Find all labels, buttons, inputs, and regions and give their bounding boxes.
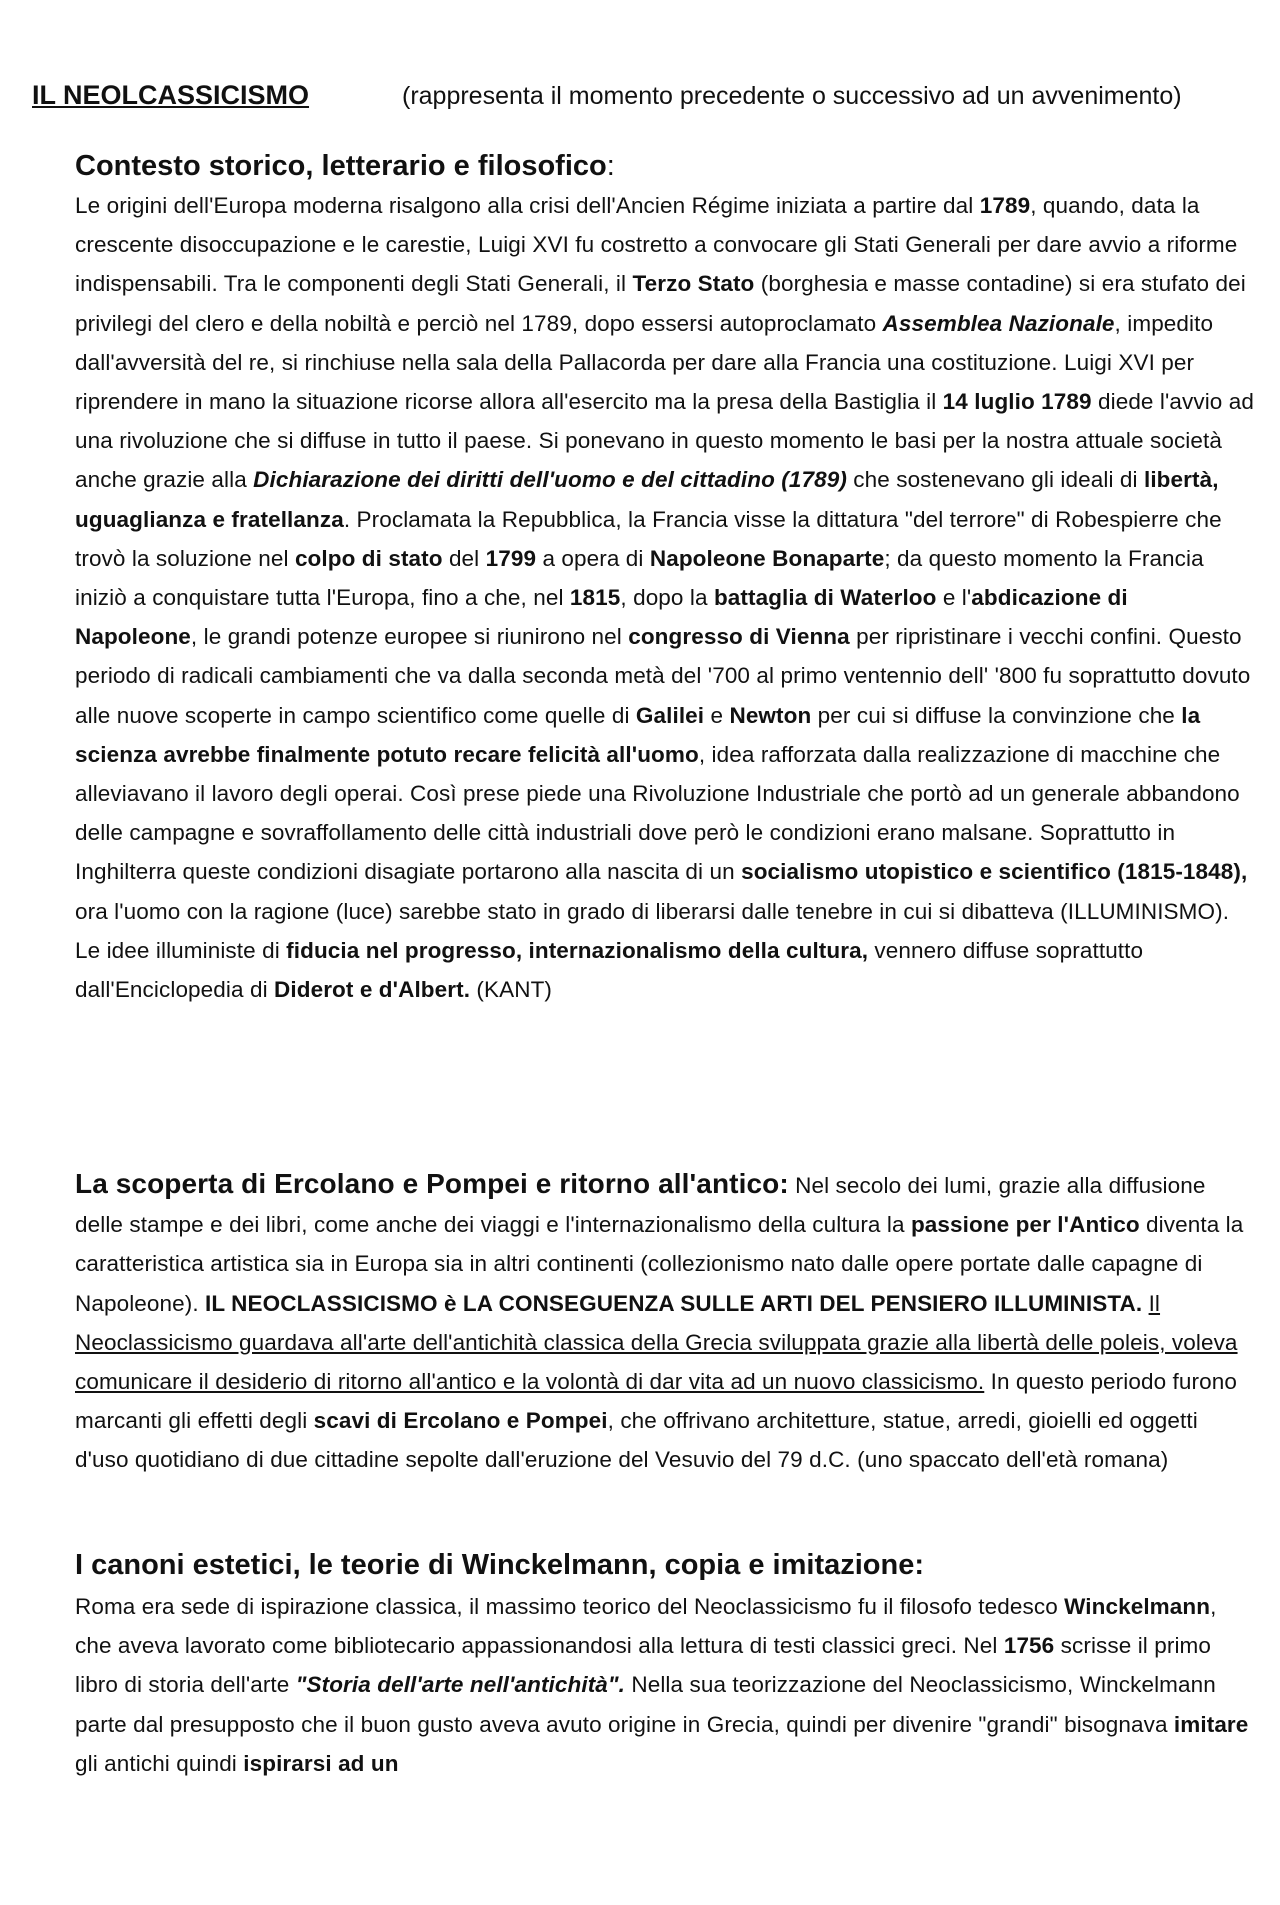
section-ercolano-pompei <box>75 1164 1255 1480</box>
section-paragraph: Le origini dell'Europa moderna risalgono alla crisi dell'Ancien Régime iniziata a partire dal 1789, quando, data la crescente disoccupazione e le carestie, Luigi XVI fu costretto a convocare gli Stati Generali per dare avvio a riforme indispensabili. Tra le componenti degli Stati Generali, il Terzo Stato (borghesia e masse contadine) si era stufato dei privilegi del clero e della nobiltà e perciò nel 1789, dopo essersi autoproclamato Assemblea Nazionale, impedito dall'avversità del re, si rinchiuse nella sala della Pallacorda per dare alla Francia una costituzione. Luigi XVI per riprendere in mano la situazione ricorse allora all'esercito ma la presa della Bastiglia il 14 luglio 1789 diede l'avvio ad una rivoluzione che si diffuse in tutto il paese. Si ponevano in questo momento le basi per la nostra attuale società anche grazie alla Dichiarazione dei diritti dell'uomo e del cittadino (1789) che sostenevano gli ideali di libertà, uguaglianza e fratellanza. Proclamata la Repubblica, la Francia visse la dittatura "del terrore" di Robespierre che trovò la soluzione nel colpo di stato del 1799 a opera di Napoleone Bonaparte; da questo momento la Francia iniziò a conquistare tutta l'Europa, fino a che, nel 1815, dopo la battaglia di Waterloo e l'abdicazione di Napoleone, le grandi potenze europee si riunirono nel congresso di Vienna per ripristinare i vecchi confini. Questo periodo di radicali cambiamenti che va dalla seconda metà del '700 al primo ventennio dell' '800 fu soprattutto dovuto alle nuove scoperte in campo scientifico come quelle di Galilei e Newton per cui si diffuse la convinzione che la scienza avrebbe finalmente potuto recare felicità all'uomo, idea rafforzata dalla realizzazione di macchine che alleviavano il lavoro degli operai. Così prese piede una Rivoluzione Industriale che portò ad un generale abbandono delle campagne e sovraffollamento delle città industriali dove però le condizioni erano malsane. Soprattutto in Inghilterra queste condizioni disagiate portarono alla nascita di un socialismo utopistico e scientifico (1815-1848), ora l'uomo con la ragione (luce) sarebbe stato in grado di liberarsi dalle tenebre in cui si dibatteva (ILLUMINISMO). Le idee illuministe di fiducia nel progresso, internazionalismo della cultura, vennero diffuse soprattutto dall'Enciclopedia di Diderot e d'Albert. (KANT) <box>75 193 1254 1003</box>
section-heading: Contesto storico, letterario e filosofico: <box>75 150 615 182</box>
section-historical-context <box>75 146 1255 1009</box>
document-header <box>32 80 1252 116</box>
section-heading: La scoperta di Ercolano e Pompei e ritorno all'antico: <box>75 1168 789 1199</box>
section-paragraph: La scoperta di Ercolano e Pompei e ritorno all'antico: Nel secolo dei lumi, grazie alla diffusione delle stampe e dei libri, come anche dei viaggi e l'internazionalismo della cultura la passione per l'Antico diventa la caratteristica artistica sia in Europa sia in altri continenti (collezionismo nato dalle opere portate dalle capagne di Napoleone). IL NEOCLASSICISMO è LA CONSEGUENZA SULLE ARTI DEL PENSIERO ILLUMINISTA. Il Neoclassicismo guardava all'arte dell'antichità classica della Grecia sviluppata grazie alla libertà delle poleis, voleva comunicare il desiderio di ritorno all'antico e la volontà di dar vita ad un nuovo classicismo. In questo periodo furono marcanti gli effetti degli scavi di Ercolano e Pompei, che offrivano architetture, statue, arredi, gioielli ed oggetti d'uso quotidiano di due cittadine sepolte dall'eruzione del Vesuvio del 79 d.C. (uno spaccato dell'età romana) <box>75 1168 1244 1473</box>
section-paragraph: Roma era sede di ispirazione classica, il massimo teorico del Neoclassicismo fu il filosofo tedesco Winckelmann, che aveva lavorato come bibliotecario appassionandosi alla lettura di testi classici greci. Nel 1756 scrisse il primo libro di storia dell'arte "Storia dell'arte nell'antichità". Nella sua teorizzazione del Neoclassicismo, Winckelmann parte dal presupposto che il buon gusto aveva avuto origine in Grecia, quindi per divenire "grandi" bisognava imitare gli antichi quindi ispirarsi ad un <box>75 1594 1249 1776</box>
document-subtitle: (rappresenta il momento precedente o successivo ad un avvenimento) <box>402 82 1182 110</box>
document-title: IL NEOLCASSICISMO <box>32 80 310 110</box>
section-winckelmann <box>75 1545 1255 1783</box>
section-heading: I canoni estetici, le teorie di Winckelmann, copia e imitazione: <box>75 1549 925 1581</box>
